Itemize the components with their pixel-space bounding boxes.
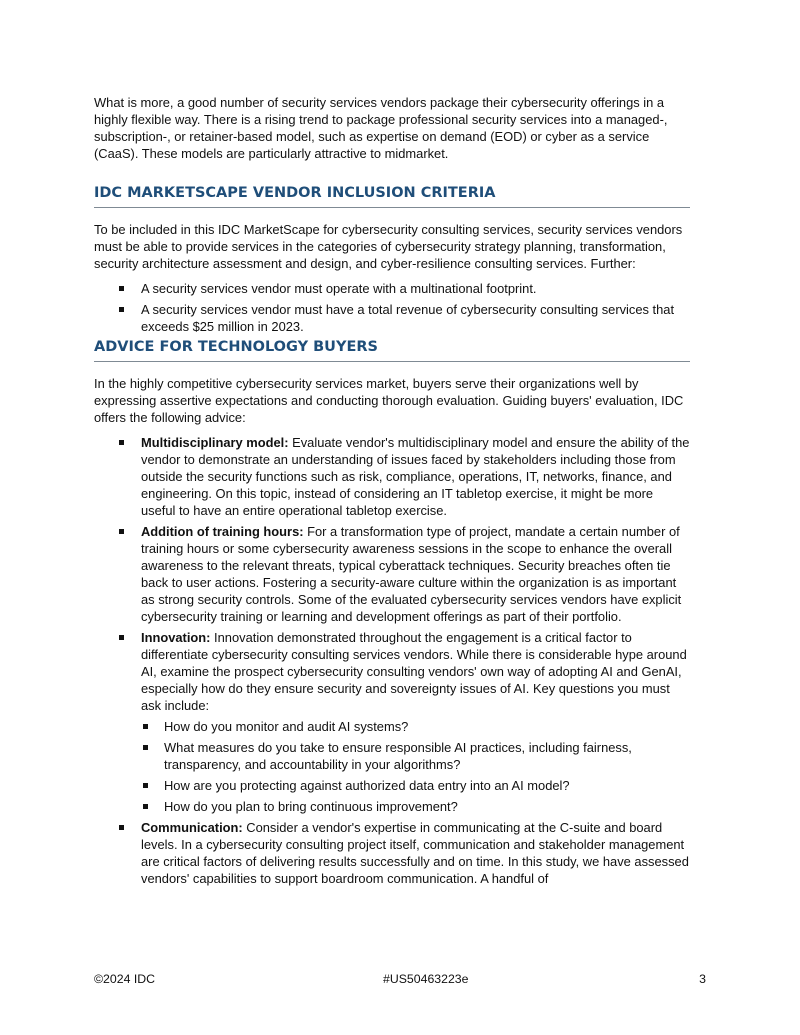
list-item: A security services vendor must have a total revenue of cybersecurity consulting services that exceeds $25 million in 2023. bbox=[94, 301, 690, 335]
sub-list-item: How do you plan to bring continuous improvement? bbox=[141, 798, 690, 815]
item-text: For a transformation type of project, mandate a certain number of training hours or some cybersecurity awareness sessions in the scope to enhance the overall awareness to the relevant threats, typical cyberattack techniques. Security breaches often tie back to user actions. Fostering a security-aware culture within the organization is as important as strong security controls. Some of the evaluated cybersecurity services vendors have explicit cybersecurity training or learning and development offerings as part of their portfolio. bbox=[141, 524, 682, 624]
inclusion-criteria-list bbox=[94, 280, 690, 335]
item-text: Evaluate vendor's multidisciplinary model and ensure the ability of the vendor to demonstrate an understanding of issues faced by stakeholders including those from outside the security functions such as risk, compliance, operations, IT, networks, finance, and engineering. On this topic, instead of considering an IT tabletop exercise, it might be more useful to have an entire operational tabletop exercise. bbox=[141, 435, 690, 518]
footer-document-id: #US50463223e bbox=[383, 972, 469, 986]
sub-list-item: How do you monitor and audit AI systems? bbox=[141, 718, 690, 735]
item-lead: Innovation: bbox=[141, 630, 211, 645]
list-item: A security services vendor must operate with a multinational footprint. bbox=[94, 280, 690, 297]
list-item-training bbox=[94, 523, 690, 625]
item-lead: Multidisciplinary model: bbox=[141, 435, 289, 450]
advice-list bbox=[94, 434, 690, 887]
sub-list-item: What measures do you take to ensure responsible AI practices, including fairness, transparency, and accountability in your algorithms? bbox=[141, 739, 690, 773]
document-page bbox=[94, 94, 690, 891]
innovation-questions-list bbox=[141, 718, 690, 815]
intro-paragraph: What is more, a good number of security services vendors package their cybersecurity offerings in a highly flexible way. There is a rising trend to package professional security services into a managed-, subscription-, or retainer-based model, such as expertise on demand (EOD) or cyber as a service (CaaS). These models are particularly attractive to midmarket. bbox=[94, 95, 668, 161]
footer-page-number: 3 bbox=[699, 972, 706, 986]
sub-list-item: How are you protecting against authorized data entry into an AI model? bbox=[141, 777, 690, 794]
inclusion-criteria-paragraph: To be included in this IDC MarketScape for cybersecurity consulting services, security services vendors must be able to provide services in the categories of cybersecurity strategy planning, transformation, security architecture assessment and design, and cyber-resilience consulting services. Further: bbox=[94, 222, 683, 271]
section-heading-advice: ADVICE FOR TECHNOLOGY BUYERS bbox=[94, 339, 690, 362]
item-lead: Addition of training hours: bbox=[141, 524, 304, 539]
list-item-multidisciplinary bbox=[94, 434, 690, 519]
section-heading-inclusion-criteria: IDC MARKETSCAPE VENDOR INCLUSION CRITERIA bbox=[94, 185, 690, 208]
item-text: Innovation demonstrated throughout the engagement is a critical factor to differentiate cybersecurity consulting services vendors. While there is considerable hype around AI, examine the prospect cybersecurity consulting vendors' own way of adopting AI and GenAI, especially how do they ensure security and sovereignty issues of AI. Key questions you must ask include: bbox=[141, 630, 687, 713]
advice-paragraph: In the highly competitive cybersecurity services market, buyers serve their organizations well by expressing assertive expectations and conducting thorough evaluation. Guiding buyers' evaluation, IDC offers the following advice: bbox=[94, 376, 684, 425]
item-lead: Communication: bbox=[141, 820, 243, 835]
list-item-communication bbox=[94, 819, 690, 887]
list-item-innovation bbox=[94, 629, 690, 815]
item-text: Consider a vendor's expertise in communicating at the C-suite and board levels. In a cybersecurity consulting project itself, communication and stakeholder management are critical factors of delivering results successfully and on time. In this study, we have assessed vendors' capabilities to support boardroom communication. A handful of bbox=[141, 820, 689, 886]
footer-copyright: ©2024 IDC bbox=[94, 972, 156, 986]
